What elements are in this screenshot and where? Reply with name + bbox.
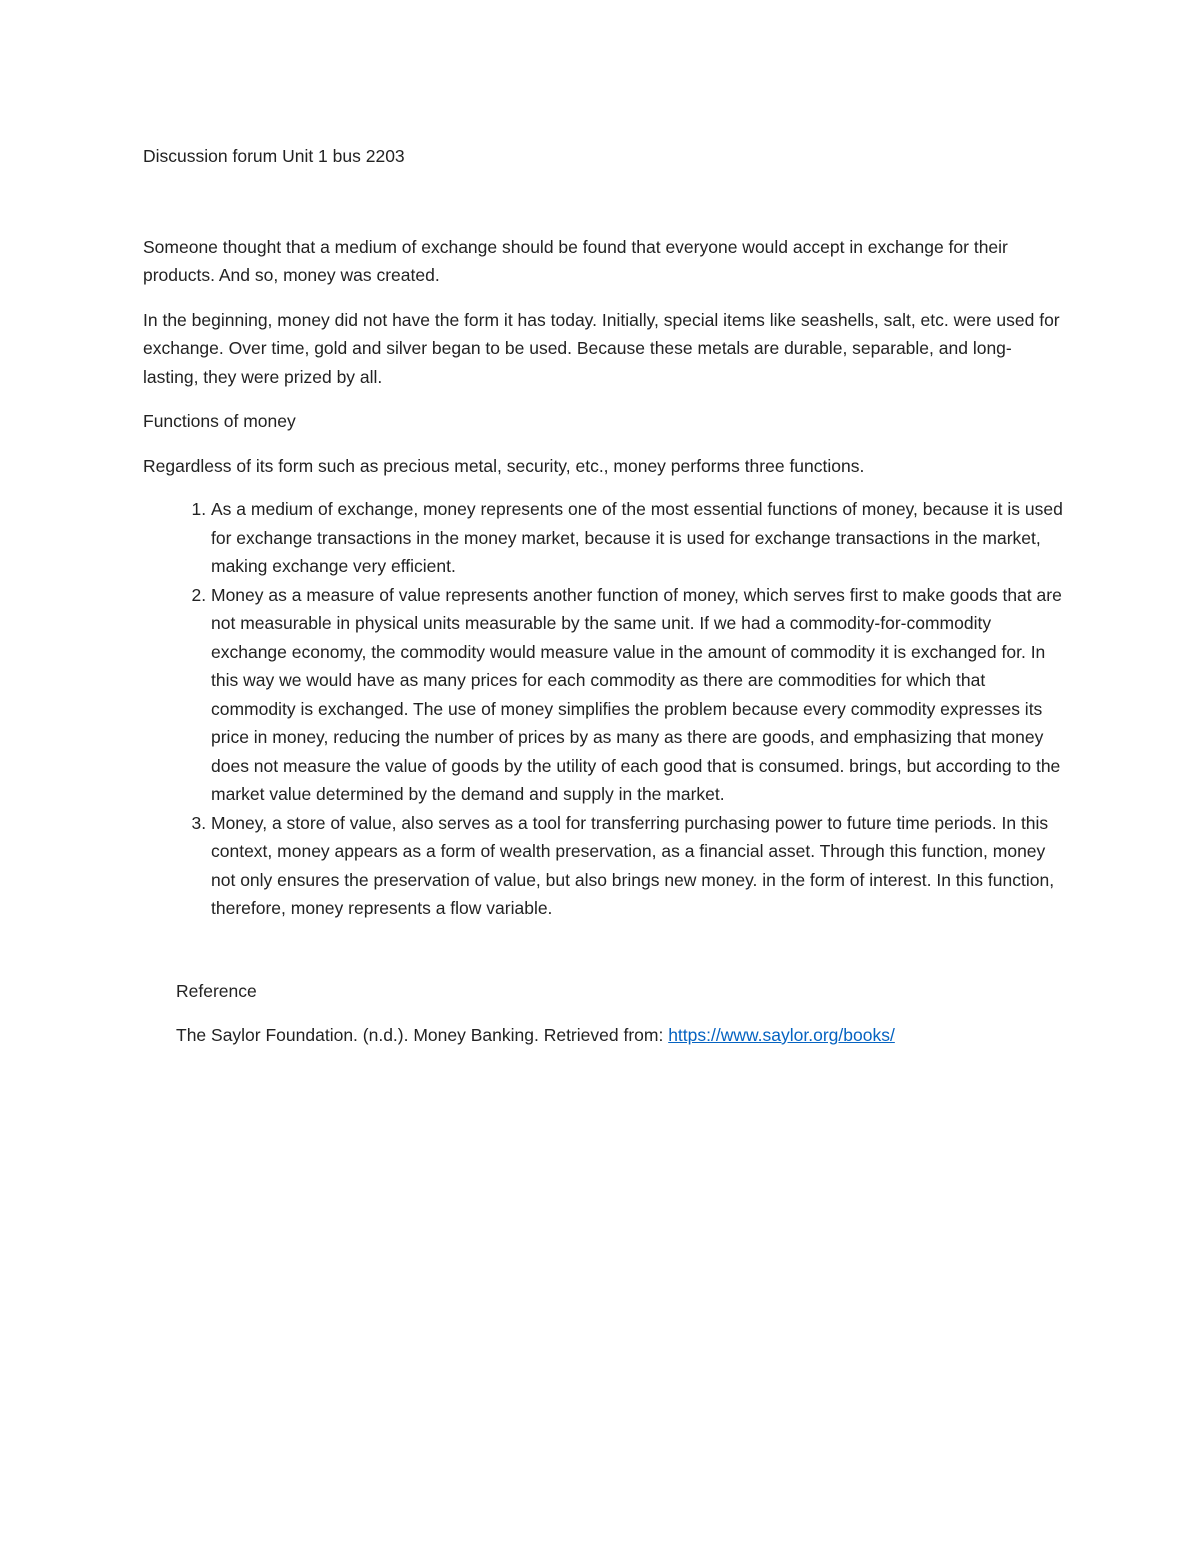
functions-list bbox=[143, 495, 1063, 923]
section-intro: Regardless of its form such as precious metal, security, etc., money performs three functions. bbox=[143, 455, 865, 476]
history-paragraph: In the beginning, money did not have the form it has today. Initially, special items like seashells, salt, etc. were used for exchange. Over time, gold and silver began to be used. Because these metals are durable, separable, and long-lasting, they were prized by all. bbox=[143, 309, 1060, 387]
section-heading: Functions of money bbox=[143, 411, 296, 431]
citation-text: The Saylor Foundation. (n.d.). Money Banking. Retrieved from: bbox=[176, 1025, 669, 1045]
document-title: Discussion forum Unit 1 bus 2203 bbox=[143, 146, 405, 166]
document-body bbox=[143, 142, 1063, 1050]
list-item: 3. Money, a store of value, also serves as a tool for transferring purchasing power to future time periods. In this context, money appears as a form of wealth preservation, as a financial asset. Through this function, money not only ensures the preservation of value, but also brings new money. in the form of interest. In this function, therefore, money represents a flow variable. bbox=[211, 809, 1063, 923]
reference-citation bbox=[176, 1021, 1063, 1050]
reference-heading: Reference bbox=[176, 980, 257, 1001]
list-item: 1. As a medium of exchange, money represents one of the most essential functions of money, because it is used for exchange transactions in the money market, because it is used for exchange transactions in the market, making exchange very efficient. bbox=[211, 495, 1063, 581]
reference-section bbox=[176, 977, 1063, 1050]
reference-link[interactable]: https://www.saylor.org/books/ bbox=[668, 1025, 895, 1045]
list-item: 2. Money as a measure of value represents another function of money, which serves first to make goods that are not measurable in physical units measurable by the same unit. If we had a commodity-for-commodity exchange economy, the commodity would measure value in the amount of commodity it is exchanged for. In this way we would have as many prices for each commodity as there are commodities for which that commodity is exchanged. The use of money simplifies the problem because every commodity expresses its price in money, reducing the number of prices by as many as there are goods, and emphasizing that money does not measure the value of goods by the utility of each good that is consumed. brings, but according to the market value determined by the demand and supply in the market. bbox=[211, 581, 1063, 809]
intro-paragraph: Someone thought that a medium of exchange should be found that everyone would accept in exchange for their products. And so, money was created. bbox=[143, 236, 1008, 285]
